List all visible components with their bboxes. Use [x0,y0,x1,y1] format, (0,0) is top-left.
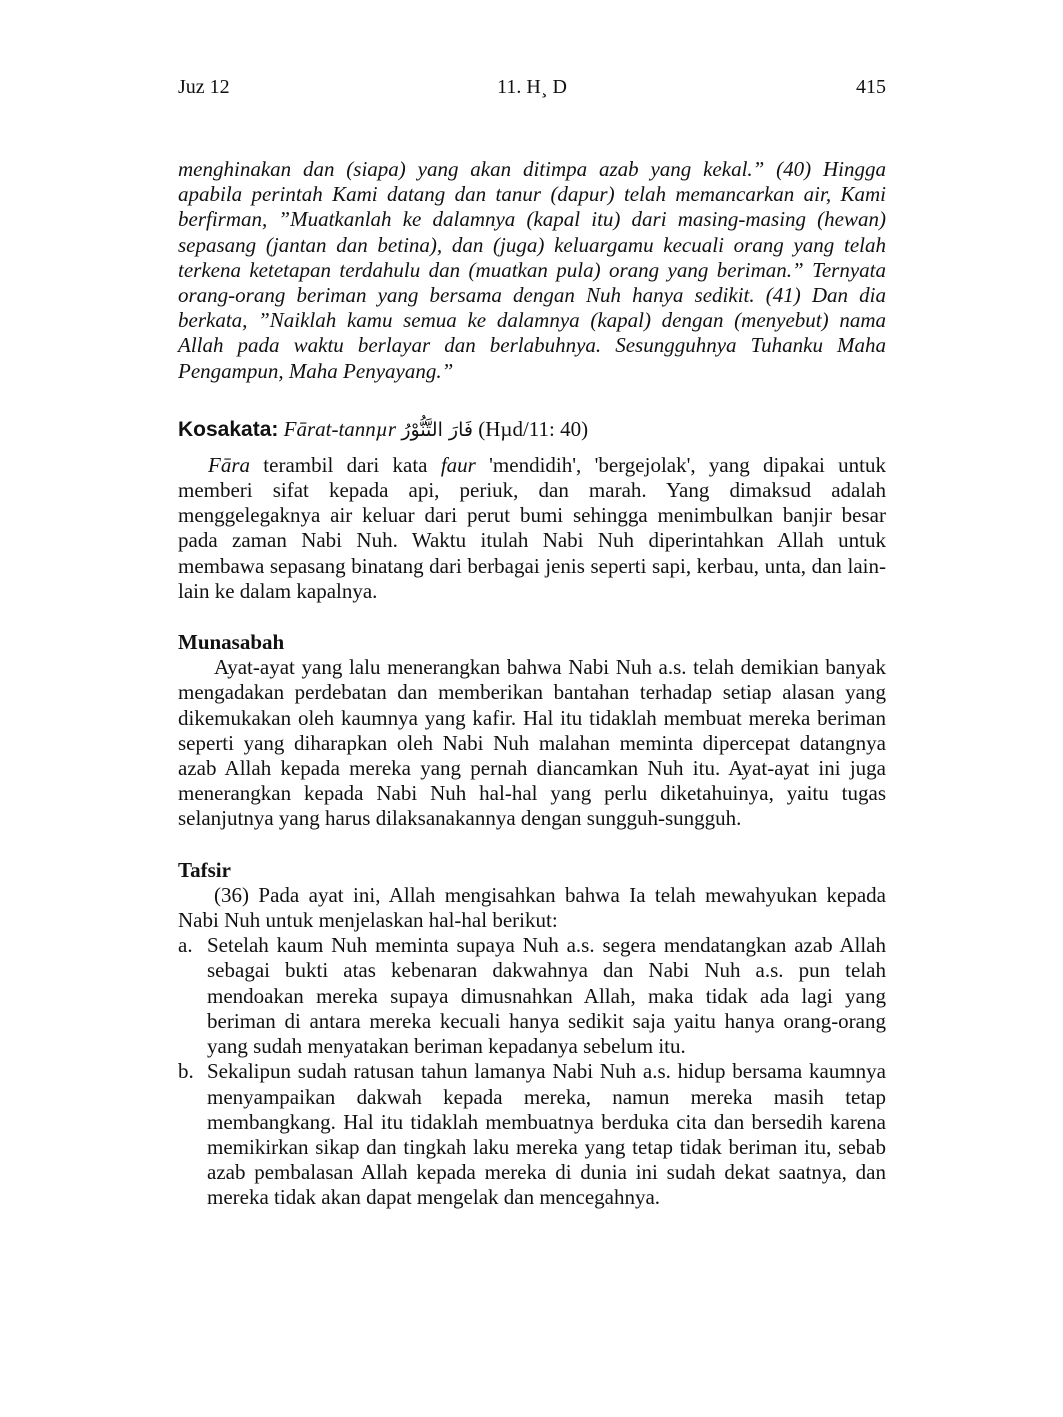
list-item-marker: b. [178,1059,194,1084]
list-item-text: Setelah kaum Nuh meminta supaya Nuh a.s. segera mendatangkan azab Allah sebagai bukti atas kebenaran dakwahnya dan Nabi Nuh a.s. pun telah mendoakan mereka supaya dimusnahkan Allah, maka tidak ada lagi yang beriman di antara mereka kecuali hanya sedikit saja yaitu hanya orang-orang yang sudah menyatakan beriman kepadanya sebelum itu. [207,933,886,1059]
kosakata-reference: (Hµd/11: 40) [478,416,589,441]
list-item-text: Sekalipun sudah ratusan tahun lamanya Nabi Nuh a.s. hidup bersama kaumnya menyampaikan dakwah kepada mereka, namun mereka masih tetap membangkang. Hal itu tidaklah membuatnya berduka cita dan bersedih karena memikirkan sikap dan tingkah laku mereka yang tetap tidak beriman itu, sebab azab pembalasan Allah kepada mereka di dunia ini sudah dekat saatnya, dan mereka tidak akan dapat mengelak dan mencegahnya. [207,1059,886,1210]
page-content [178,157,886,1211]
kosakata-body-b: 'mendidih', 'bergejolak', yang dipakai untuk memberi sifat kepada api, periuk, dan marah. Yang dimaksud adalah menggelegaknya air keluar dari perut bumi sehingga menimbulkan banjir besar pada zaman Nabi Nuh. Waktu itulah Nabi Nuh diperintahkan Allah untuk membawa sepasang binatang dari berbagai jenis seperti sapi, kerbau, unta, dan lain-lain ke dalam kapalnya. [178,452,886,603]
list-item [178,1059,886,1210]
page-header [178,74,886,100]
page-number: 415 [856,76,886,98]
juz-label: Juz 12 [178,76,230,98]
munasabah-text: Ayat-ayat yang lalu menerangkan bahwa Nabi Nuh a.s. telah demikian banyak mengadakan perdebatan dan memberikan bantahan terhadap setiap alasan yang dikemukakan oleh kaumnya yang kafir. Hal itu tidaklah membuat mereka beriman seperti yang diharapkan oleh Nabi Nuh malahan meminta dipercepat datangnya azab Allah kepada mereka yang pernah diancamkan Nuh itu. Ayat-ayat ini juga menerangkan kepada Nabi Nuh hal-hal yang perlu diketahuinya, yaitu tugas selanjutnya yang harus dilaksanakannya dengan sungguh-sungguh. [178,655,886,831]
tafsir-heading: Tafsir [178,857,231,882]
kosakata-body-word: faur [440,452,476,477]
translation-quote: menghinakan dan (siapa) yang akan ditimpa azab yang kekal.” (40) Hingga apabila perintah Kami datang dan tanur (dapur) telah memancarkan air, Kami berfirman, ”Muatkanlah ke dalamnya (kapal itu) dari masing-masing (hewan) sepasang (jantan dan betina), dan (juga) keluargamu kecuali orang yang telah terkena ketetapan terdahulu dan (muatkan pula) orang yang beriman.” Ternyata orang-orang beriman yang bersama dengan Nuh hanya sedikit. (41) Dan dia berkata, ”Naiklah kamu semua ke dalamnya (kapal) dengan (menyebut) nama Allah pada waktu berlayar dan berlabuhnya. Sesungguhnya Tuhanku Maha Pengampun, Maha Penyayang.” [178,157,886,383]
kosakata-label: Kosakata: [178,417,279,441]
list-item-marker: a. [178,933,193,958]
surah-label: 11. H¸ D [497,76,567,98]
munasabah-heading: Munasabah [178,630,285,655]
tafsir-list [178,933,886,1210]
kosakata-term-word: Fāra [208,452,250,477]
kosakata-heading [178,414,886,445]
kosakata-body-a: terambil dari kata [250,452,441,477]
kosakata-arabic: فَارَ التَّنُّوْرُ [401,418,473,441]
kosakata-term: Fārat-tannµr [283,416,397,441]
tafsir-intro: (36) Pada ayat ini, Allah mengisahkan bahwa Ia telah mewahyukan kepada Nabi Nuh untuk menjelaskan hal-hal berikut: [178,882,886,933]
kosakata-body [178,453,886,604]
list-item [178,933,886,1059]
